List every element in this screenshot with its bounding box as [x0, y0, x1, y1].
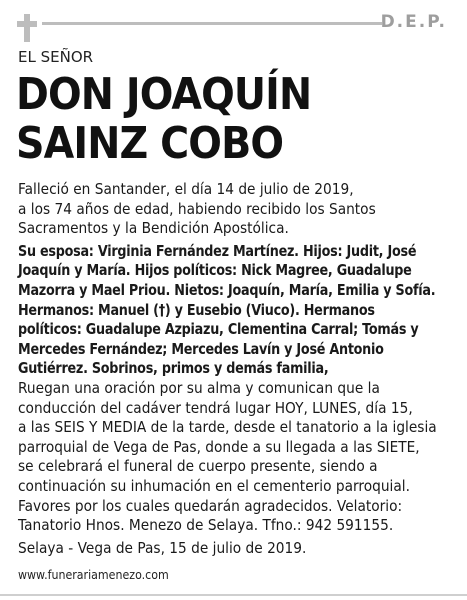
text-line: parroquial de Vega de Pas, donde a su llegada a las SIETE, [18, 437, 420, 456]
website-link[interactable]: www.funerariamenezo.com [18, 568, 169, 582]
family-paragraph [18, 242, 439, 379]
deceased-name [16, 70, 311, 168]
header-rule [42, 22, 382, 25]
text-line: continuación su inhumación en el cementerio parroquial. [18, 476, 410, 495]
intro-paragraph [18, 180, 439, 239]
text-line: Gutiérrez. Sobrinos, primos y demás familia, [18, 359, 329, 378]
place-date: Selaya - Vega de Pas, 15 de julio de 2019. [18, 538, 307, 557]
text-line: se celebrará el funeral de cuerpo presente, siendo a [18, 457, 378, 476]
name-line: SAINZ COBO [16, 118, 284, 169]
text-line: Tanatorio Hnos. Menezo de Selaya. Tfno.: 942 591155. [18, 516, 394, 535]
request-paragraph [18, 379, 439, 536]
notice-body [18, 180, 439, 558]
honorific-label: EL SEÑOR [18, 48, 94, 66]
text-line: a las SEIS Y MEDIA de la tarde, desde el tanatorio a la iglesia [18, 418, 437, 437]
text-line: Ruegan una oración por su alma y comunican que la [18, 378, 380, 397]
dep-label: D.E.P. [380, 12, 447, 32]
text-line: Hermanos: Manuel (†) y Eusebio (Viuco). Hermanos [18, 300, 375, 319]
closing-line [18, 539, 439, 559]
text-line: Falleció en Santander, el día 14 de julio de 2019, [18, 180, 354, 198]
text-line: Mercedes Fernández; Mercedes Lavín y José Antonio [18, 339, 384, 358]
name-line: DON JOAQUÍN [16, 69, 312, 120]
text-line: Mazorra y Mael Priou. Nietos: Joaquín, María, Emilia y Sofía. [18, 280, 436, 299]
footer-rule [0, 594, 467, 596]
text-line: Su esposa: Virginia Fernández Martínez. Hijos: Judit, José [18, 241, 417, 260]
text-line: conducción del cadáver tendrá lugar HOY, LUNES, día 15, [18, 398, 413, 417]
text-line: políticos: Guadalupe Azpiazu, Clementina Carral; Tomás y [18, 320, 419, 339]
text-line: Sacramentos y la Bendición Apostólica. [18, 219, 289, 238]
text-line: a los 74 años de edad, habiendo recibido los Santos [18, 199, 376, 218]
cross-icon [17, 14, 37, 42]
text-line: Joaquín y María. Hijos políticos: Nick Magree, Guadalupe [18, 261, 412, 280]
text-line: Favores por los cuales quedarán agradecidos. Velatorio: [18, 496, 403, 515]
